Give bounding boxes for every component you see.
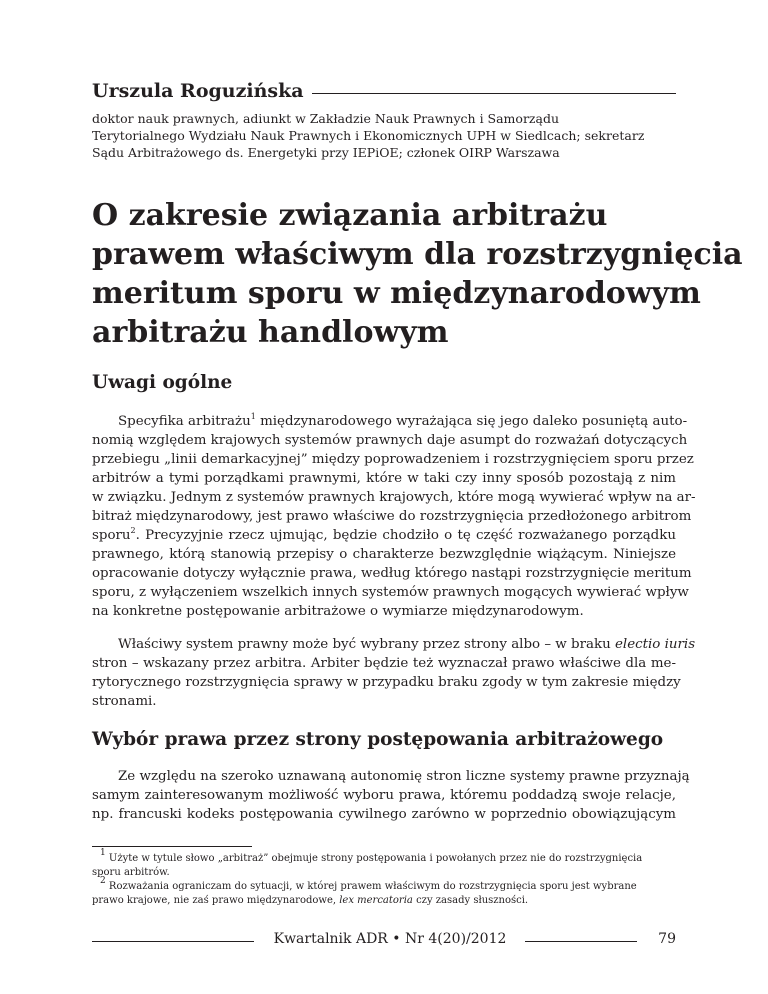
footer-rule-right bbox=[525, 941, 637, 942]
text-line: arbitrów a tymi porządkami prawnymi, które w taki czy inny sposób pozostają z nim bbox=[92, 471, 676, 486]
author-header bbox=[92, 80, 676, 102]
paragraph-intro bbox=[92, 412, 696, 621]
author-name: Urszula Roguzińska bbox=[92, 80, 304, 102]
text-line: Właściwy system prawny może być wybrany przez strony albo – w braku electio iuris bbox=[118, 637, 696, 652]
footer-rule-left bbox=[92, 941, 254, 942]
section-heading-choice-of-law: Wybór prawa przez strony postępowania arbitrażowego bbox=[92, 729, 664, 750]
text-line: rytorycznego rozstrzygnięcia sprawy w przypadku braku zgody w tym zakresie między bbox=[92, 675, 681, 690]
footnote-2 bbox=[92, 876, 676, 908]
page-number: 79 bbox=[658, 931, 676, 947]
text-line: sporu$^2$. Precyzyjnie rzecz ujmując, będzie chodziło o tę część rozważanego porządku bbox=[92, 526, 676, 543]
footnote-line: prawo krajowe, nie zaś prawo międzynarodowe, lex mercatoria czy zasady słuszności. bbox=[92, 895, 529, 906]
footnote-1 bbox=[92, 848, 676, 880]
title-line: arbitrażu handlowym bbox=[92, 315, 449, 350]
journal-name: Kwartalnik ADR • Nr 4(20)/2012 bbox=[273, 931, 507, 947]
author-affiliation bbox=[92, 110, 676, 161]
author-rule bbox=[312, 93, 676, 94]
text-line: stron – wskazany przez arbitra. Arbiter będzie też wyznaczał prawo właściwe dla me- bbox=[92, 656, 676, 671]
text-line: opracowanie dotyczy wyłącznie prawa, według którego nastąpi rozstrzygnięcie meritum bbox=[92, 566, 692, 581]
affiliation-line: Sądu Arbitrażowego ds. Energetyki przy IEPiOE; członek OIRP Warszawa bbox=[92, 145, 560, 160]
title-line: meritum sporu w międzynarodowym bbox=[92, 276, 701, 311]
text-line: np. francuski kodeks postępowania cywilnego zarówno w poprzednio obowiązującym bbox=[92, 807, 676, 822]
page-footer bbox=[92, 931, 676, 951]
title-line: prawem właściwym dla rozstrzygnięcia bbox=[92, 237, 743, 272]
section-heading-general: Uwagi ogólne bbox=[92, 372, 233, 393]
text-line: nomią względem krajowych systemów prawnych daje asumpt do rozważań dotyczących bbox=[92, 433, 688, 448]
affiliation-line: doktor nauk prawnych, adiunkt w Zakładzie Nauk Prawnych i Samorządu bbox=[92, 111, 560, 126]
text-line: przebiegu „linii demarkacyjnej” między poprowadzeniem i rozstrzygnięciem sporu przez bbox=[92, 452, 694, 467]
footnote-rule bbox=[92, 846, 252, 847]
text-line: samym zainteresowanym możliwość wyboru prawa, któremu poddadzą swoje relacje, bbox=[92, 788, 676, 803]
text-line: Specyfika arbitrażu$^1$ międzynarodowego wyrażająca się jego daleko posuniętą auto- bbox=[118, 412, 688, 429]
footnote-line: $^2$ Rozważania ograniczam do sytuacji, w której prawem właściwym do rozstrzygnięcia sporu jest wybrane bbox=[100, 876, 637, 892]
article-title bbox=[92, 196, 743, 352]
paragraph-applicable-law bbox=[92, 635, 696, 711]
text-line: Ze względu na szeroko uznawaną autonomię stron liczne systemy prawne przyznają bbox=[118, 769, 690, 784]
text-line: prawnego, którą stanowią przepisy o charakterze bezwzględnie wiążącym. Niniejsze bbox=[92, 547, 676, 562]
text-line: bitraż międzynarodowy, jest prawo właściwe do rozstrzygnięcia przedłożonego arbitrom bbox=[92, 509, 692, 524]
text-line: na konkretne postępowanie arbitrażowe o wymiarze międzynarodowym. bbox=[92, 604, 584, 619]
title-line: O zakresie związania arbitrażu bbox=[92, 198, 608, 233]
footnote-line: $^1$ Użyte w tytule słowo „arbitraż” obejmuje strony postępowania i powołanych przez nie do rozstrzygnięcia bbox=[100, 848, 643, 864]
text-line: stronami. bbox=[92, 694, 157, 709]
footnote-ref-1: 1 bbox=[250, 412, 256, 421]
paragraph-choice-of-law bbox=[92, 767, 690, 824]
affiliation-line: Terytorialnego Wydziału Nauk Prawnych i Ekonomicznych UPH w Siedlcach; sekretarz bbox=[92, 128, 645, 143]
footnote-line: sporu arbitrów. bbox=[92, 867, 170, 878]
text-line: w związku. Jednym z systemów prawnych krajowych, które mogą wywierać wpływ na ar- bbox=[92, 490, 696, 505]
text-line: sporu, z wyłączeniem wszelkich innych systemów prawnych mogących wywierać wpływ bbox=[92, 585, 689, 600]
footnote-ref-2: 2 bbox=[130, 526, 136, 535]
